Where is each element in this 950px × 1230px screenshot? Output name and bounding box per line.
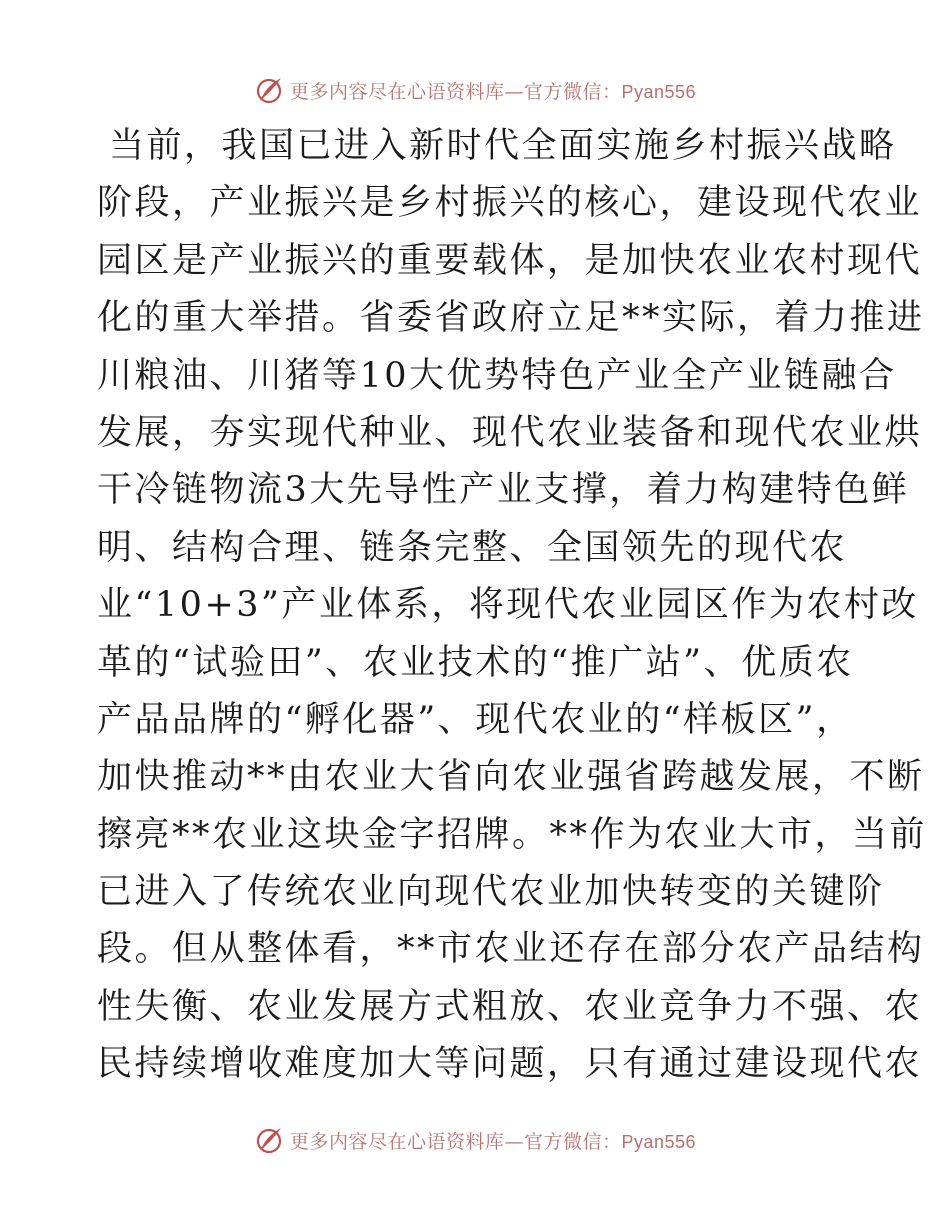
text-line: 园区是产业振兴的重要载体，是加快农业农村现代 [97, 240, 923, 281]
header-watermark [0, 72, 950, 108]
text-line: 明、结构合理、链条完整、全国领先的现代农 [97, 527, 848, 568]
watermark-label: 更多内容尽在心语资料库—官方微信：Pyan556 [289, 1130, 697, 1153]
watermark-handle: Pyan556 [621, 1131, 697, 1152]
article-paragraph [97, 118, 928, 1094]
text-line: 段。但从整体看，**市农业还存在部分农产品结构 [97, 929, 925, 970]
text-line: 已进入了传统农业向现代农业加快转变的关键阶 [97, 872, 885, 913]
text-line: 发展，夯实现代种业、现代农业装备和现代农业烘 [97, 412, 923, 453]
text-line: 当前，我国已进入新时代全面实施乡村振兴战略 [109, 126, 897, 166]
text-line: 擦亮**农业这块金字招牌。**作为农业大市，当前 [97, 814, 928, 855]
text-line: 化的重大举措。省委省政府立足**实际，着力推进 [97, 298, 925, 339]
text-line: 川粮油、川猪等10大优势特色产业全产业链融合 [97, 355, 897, 396]
text-line: 产品品牌的“孵化器”、现代农业的“样板区”， [97, 699, 854, 740]
watermark-handle: Pyan556 [621, 81, 697, 102]
feather-circle-logo-icon [254, 1125, 284, 1155]
watermark-label: 更多内容尽在心语资料库—官方微信：Pyan556 [289, 80, 697, 103]
text-line: 阶段，产业振兴是乡村振兴的核心，建设现代农业 [97, 183, 923, 224]
text-line: 民持续增收难度加大等问题，只有通过建设现代农 [97, 1044, 923, 1085]
text-line: 业“10+3”产业体系，将现代农业园区作为农村改 [97, 585, 919, 626]
text-line: 干冷链物流3大先导性产业支撑，着力构建特色鲜 [97, 470, 910, 511]
text-line: 性失衡、农业发展方式粗放、农业竞争力不强、农 [97, 986, 923, 1027]
feather-circle-logo-icon [254, 75, 284, 105]
text-line: 加快推动**由农业大省向农业强省跨越发展，不断 [97, 757, 925, 798]
footer-watermark [0, 1122, 950, 1158]
text-line: 革的“试验田”、农业技术的“推广站”、优质农 [97, 642, 854, 683]
